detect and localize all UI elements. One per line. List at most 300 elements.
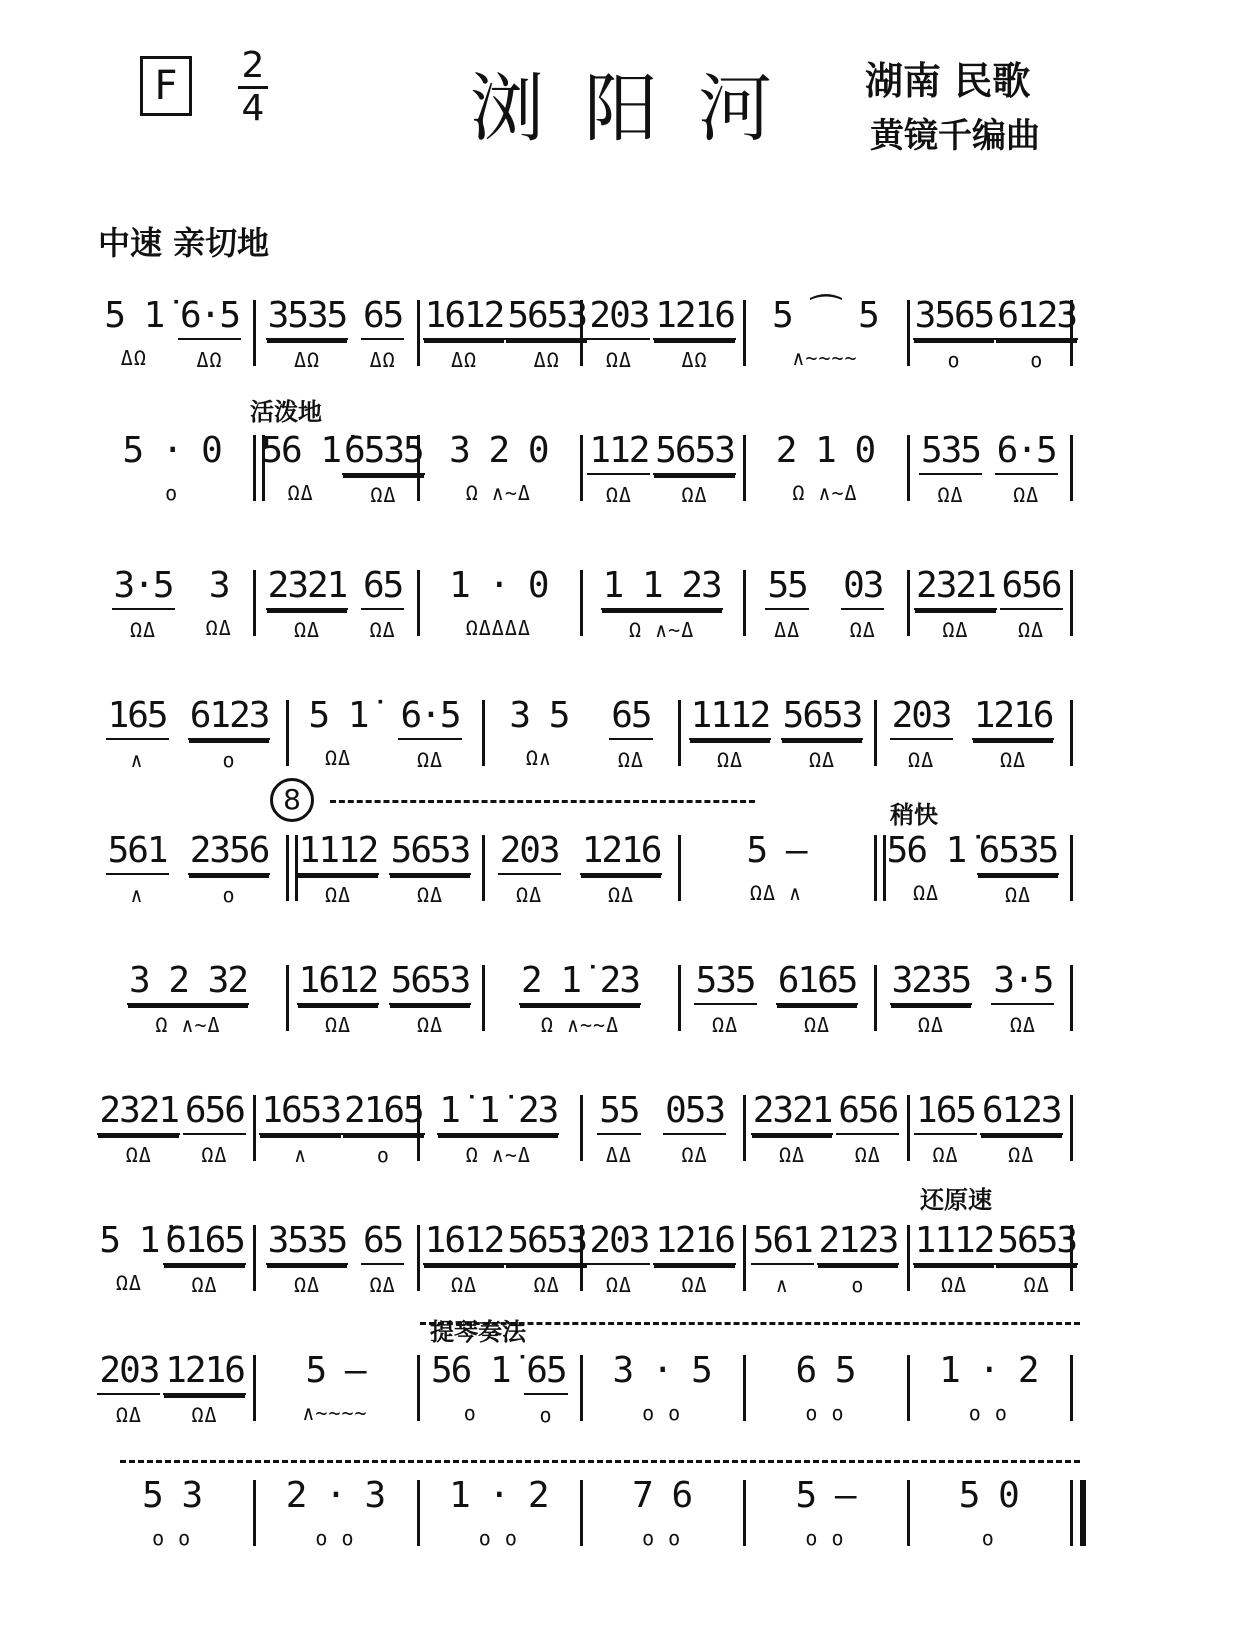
beat-group xyxy=(663,1089,726,1167)
technique-mark: ΩΔ xyxy=(681,483,708,507)
measure xyxy=(749,1085,900,1195)
beat-group xyxy=(447,564,549,640)
beat-group xyxy=(447,1474,549,1550)
note-group: 5 1̇ xyxy=(308,695,368,736)
beat-group xyxy=(423,294,506,372)
note-group: 3 5 xyxy=(509,695,569,736)
beat-group xyxy=(447,429,549,505)
barline xyxy=(1070,835,1073,901)
beat-group xyxy=(437,1089,559,1167)
time-signature-numerator: 2 xyxy=(238,48,268,89)
note-group: 3·5 xyxy=(112,564,175,610)
barline xyxy=(743,1095,746,1161)
note-group: 5653 xyxy=(389,829,472,875)
technique-mark: ΩΔ xyxy=(370,483,397,507)
technique-mark: ΩΔ xyxy=(533,1273,560,1297)
measure xyxy=(96,690,280,800)
technique-mark: ο xyxy=(165,481,179,505)
note-group: 1 1 23 xyxy=(601,564,723,610)
beat-group xyxy=(188,694,271,772)
note-group: 2165 xyxy=(342,1089,425,1135)
note-group: 6165 xyxy=(163,1219,246,1265)
beat-group xyxy=(183,1089,246,1167)
barline xyxy=(743,300,746,366)
barline xyxy=(743,435,746,501)
barline xyxy=(286,700,289,766)
note-group: 65 xyxy=(361,564,404,610)
measure xyxy=(292,825,476,935)
technique-mark: ΩΔ xyxy=(369,1273,396,1297)
measure xyxy=(586,1470,737,1580)
technique-mark: ΩΔ xyxy=(808,748,836,772)
barline xyxy=(580,1355,583,1421)
technique-mark: ΔΩ xyxy=(120,346,147,370)
technique-mark: ΩΔ xyxy=(937,483,964,507)
barline xyxy=(253,1355,256,1421)
note-group: 5653 xyxy=(653,429,736,475)
barline xyxy=(580,435,583,501)
measure xyxy=(586,1345,737,1455)
measure xyxy=(96,1215,247,1325)
measure xyxy=(749,425,900,535)
note-group: 55 xyxy=(597,1089,640,1135)
beat-group xyxy=(505,1219,588,1297)
measure xyxy=(259,560,410,670)
beat-group xyxy=(980,1089,1063,1167)
note-group: 203 xyxy=(890,694,953,740)
beat-group xyxy=(885,829,968,905)
technique-mark: ΩΔ xyxy=(1013,483,1040,507)
technique-mark: ΩΔ xyxy=(287,481,314,505)
key-signature: F xyxy=(154,63,178,109)
measure xyxy=(913,560,1064,670)
barline xyxy=(580,570,583,636)
measure xyxy=(259,425,423,535)
beat-group xyxy=(751,1219,814,1297)
technique-mark: ΩΔ xyxy=(416,883,444,907)
beat-group xyxy=(836,1089,899,1167)
beat-group xyxy=(601,564,723,642)
technique-mark: ο ο xyxy=(805,1526,845,1550)
technique-mark: Ω ∧~Δ xyxy=(155,1013,221,1037)
note-group: 6 5 xyxy=(795,1350,855,1391)
barline xyxy=(907,300,910,366)
note-group: 656 xyxy=(1000,564,1063,610)
beat-group xyxy=(297,959,380,1037)
note-group: 3565 xyxy=(913,294,996,340)
beat-group xyxy=(342,429,425,507)
note-group: 3 xyxy=(208,565,229,606)
note-group: 5 ⁀ 5 xyxy=(772,295,878,336)
note-group: 2356 xyxy=(188,829,271,875)
measure xyxy=(586,425,737,535)
technique-mark: ΩΔ xyxy=(293,1273,321,1297)
note-group: 203 xyxy=(97,1349,160,1395)
measure xyxy=(423,290,587,400)
technique-mark: ο ο xyxy=(152,1526,192,1550)
note-group: 203 xyxy=(587,1219,650,1265)
technique-mark: ΩΔ xyxy=(191,1403,218,1427)
note-group: 535 xyxy=(919,429,982,475)
note-group: 6165 xyxy=(776,959,859,1005)
measure xyxy=(423,1085,574,1195)
barline xyxy=(907,1355,910,1421)
technique-mark: Ω ∧~Δ xyxy=(792,481,858,505)
beat-group xyxy=(97,1349,160,1427)
beat-group xyxy=(505,294,588,372)
note-group: 3 2 32 xyxy=(127,959,249,1005)
note-group: 1 · 0 xyxy=(449,565,548,606)
expression-marking-faster: 稍快 xyxy=(890,801,938,829)
technique-mark: ΩΔ xyxy=(681,1273,708,1297)
technique-mark: ο xyxy=(222,748,236,772)
note-group: 1216 xyxy=(653,1219,736,1265)
beat-group xyxy=(342,1089,425,1167)
beat-group xyxy=(609,694,652,772)
beat-group xyxy=(361,564,404,642)
note-group: 1112 xyxy=(913,1219,996,1265)
barline xyxy=(580,1095,583,1161)
beat-group xyxy=(995,429,1058,507)
technique-mark: ∧~~~~ xyxy=(302,1401,368,1425)
note-group: 3 · 5 xyxy=(612,1350,711,1391)
beat-group xyxy=(302,1349,367,1425)
beat-group xyxy=(890,959,973,1037)
measure xyxy=(749,1215,900,1325)
beat-group xyxy=(991,959,1054,1037)
technique-mark: ΩΔΔΔΔ xyxy=(465,616,531,640)
technique-mark: ∧ xyxy=(130,883,144,907)
barline xyxy=(253,1095,256,1161)
technique-mark: ο xyxy=(851,1273,865,1297)
barline xyxy=(1070,1095,1073,1161)
barline xyxy=(1070,700,1073,766)
note-group: 2321 xyxy=(97,1089,180,1135)
measure xyxy=(913,290,1077,400)
note-group: 56 1̇ xyxy=(886,830,966,871)
technique-mark: ΔΔ xyxy=(605,1143,632,1167)
score-line xyxy=(90,825,1125,935)
note-group: 1112 xyxy=(689,694,772,740)
measure xyxy=(423,1345,574,1455)
barline xyxy=(874,965,877,1031)
technique-mark: ο ο xyxy=(968,1401,1008,1425)
barline xyxy=(1070,1480,1073,1546)
barline xyxy=(743,570,746,636)
technique-mark: ΩΔ xyxy=(854,1143,881,1167)
measure xyxy=(423,560,574,670)
beat-group xyxy=(995,294,1078,372)
barline xyxy=(286,835,289,901)
technique-mark: ΩΔ xyxy=(932,1143,959,1167)
beat-group xyxy=(580,829,663,907)
note-group: 03 xyxy=(841,564,884,610)
note-group: 5653 xyxy=(505,1219,588,1265)
technique-mark: ΩΔ xyxy=(324,746,352,770)
arranger-credit: 黄镜千编曲 xyxy=(870,116,1040,156)
note-group: 561 xyxy=(106,829,169,875)
beat-group xyxy=(140,1474,203,1550)
note-group: 3235 xyxy=(890,959,973,1005)
note-group: 1612 xyxy=(423,1219,506,1265)
measure xyxy=(96,825,280,935)
note-group: 1216 xyxy=(653,294,736,340)
note-group: 3·5 xyxy=(991,959,1054,1005)
barline xyxy=(417,570,420,636)
expression-marking-violin-style: 提琴奏法 xyxy=(430,1318,526,1346)
technique-mark: ∧ xyxy=(130,748,144,772)
barline xyxy=(253,1225,256,1291)
beat-group xyxy=(389,829,472,907)
measure xyxy=(488,825,672,935)
beat-group xyxy=(284,1474,386,1550)
beat-group xyxy=(266,294,349,372)
beat-group xyxy=(1000,564,1063,642)
note-group: 1216 xyxy=(163,1349,246,1395)
barline xyxy=(417,300,420,366)
note-group: 2 · 3 xyxy=(285,1475,385,1516)
barline xyxy=(482,835,485,901)
technique-mark: ΩΔ xyxy=(1000,748,1027,772)
barline xyxy=(743,1225,746,1291)
measure xyxy=(423,425,574,535)
technique-mark: ΩΔ xyxy=(908,748,935,772)
measure xyxy=(259,290,410,400)
beat-group xyxy=(793,1474,856,1550)
repeat-bracket-line xyxy=(330,800,755,803)
note-group: 65 xyxy=(361,294,404,340)
note-group: 5653 xyxy=(505,294,588,340)
barline xyxy=(417,1355,420,1421)
technique-mark: Ω ∧~~Δ xyxy=(540,1013,620,1037)
technique-mark: ΔΩ xyxy=(533,348,560,372)
technique-mark: ΩΔ xyxy=(605,1273,632,1297)
measure xyxy=(96,1085,247,1195)
beat-group xyxy=(694,959,757,1037)
technique-mark: ∧~~~~ xyxy=(792,346,858,370)
key-signature-box xyxy=(140,56,192,116)
score-line xyxy=(90,690,1125,800)
beat-group xyxy=(524,1349,567,1427)
measure xyxy=(423,1215,587,1325)
note-group: 2321 xyxy=(266,564,349,610)
barline xyxy=(253,435,256,501)
page-title: 浏阳河 xyxy=(470,66,812,152)
beat-group xyxy=(597,1089,640,1167)
barline xyxy=(1070,435,1073,501)
barline xyxy=(678,700,681,766)
note-group: 5 — xyxy=(305,1350,365,1391)
measure xyxy=(586,560,737,670)
barline xyxy=(580,300,583,366)
score-line xyxy=(90,1085,1125,1195)
barline xyxy=(743,1355,746,1421)
beat-group xyxy=(919,429,982,507)
score-line xyxy=(90,425,1125,535)
technique-mark: ∧ xyxy=(294,1143,308,1167)
beat-group xyxy=(519,959,641,1037)
beat-group xyxy=(127,959,249,1037)
score-line xyxy=(90,1345,1125,1455)
barline xyxy=(482,700,485,766)
barline xyxy=(874,835,877,901)
beat-group xyxy=(653,294,736,372)
technique-mark: ΩΔ xyxy=(516,883,543,907)
beat-group xyxy=(429,1349,512,1425)
technique-mark: ΩΔ xyxy=(712,1013,739,1037)
beat-group xyxy=(817,1219,900,1297)
note-group: 2 1 0 xyxy=(775,430,875,471)
beat-group xyxy=(914,564,997,642)
beat-group xyxy=(774,429,876,505)
note-group: 5 — xyxy=(746,830,806,871)
beat-group xyxy=(266,564,349,642)
beat-group xyxy=(972,694,1055,772)
note-group: 3535 xyxy=(266,1219,349,1265)
barline xyxy=(907,1225,910,1291)
technique-mark: ΩΔ xyxy=(681,1143,708,1167)
beat-group xyxy=(751,1089,834,1167)
beat-group xyxy=(120,429,222,505)
technique-mark: ΩΔ xyxy=(1009,1013,1036,1037)
technique-mark: ΔΩ xyxy=(450,348,478,372)
note-group: 656 xyxy=(836,1089,899,1135)
measure xyxy=(684,690,868,800)
technique-mark: ΔΔ xyxy=(774,618,801,642)
beat-group xyxy=(259,1089,342,1167)
note-group: 6535 xyxy=(977,829,1060,875)
measure xyxy=(586,1215,737,1325)
note-group: 165 xyxy=(106,694,169,740)
note-group: 6·5 xyxy=(178,294,241,340)
barline xyxy=(1070,570,1073,636)
beat-group xyxy=(913,1219,996,1297)
note-group: 56 1̇ xyxy=(430,1350,510,1391)
beat-group xyxy=(507,694,570,770)
score-line xyxy=(90,290,1125,400)
technique-mark: ο ο xyxy=(642,1526,682,1550)
technique-mark: ΩΔ xyxy=(779,1143,806,1167)
beat-group xyxy=(178,294,241,372)
measure xyxy=(749,560,900,670)
note-group: 6123 xyxy=(188,694,271,740)
note-group: 1216 xyxy=(972,694,1055,740)
barline xyxy=(907,570,910,636)
technique-mark: ο xyxy=(376,1143,390,1167)
technique-mark: ΩΔ xyxy=(125,1143,152,1167)
tempo-marking: 中速 亲切地 xyxy=(98,224,270,262)
technique-mark: ΩΔ xyxy=(849,618,876,642)
barline xyxy=(874,700,877,766)
technique-mark: ΩΔ xyxy=(605,348,632,372)
note-group: 1612 xyxy=(297,959,380,1005)
note-group: 656 xyxy=(183,1089,246,1135)
note-group: 561 xyxy=(751,1219,814,1265)
technique-mark: ΔΩ xyxy=(196,348,223,372)
score-line xyxy=(90,955,1125,1065)
beat-group xyxy=(977,829,1060,907)
barline xyxy=(1070,1355,1073,1421)
note-group: 6123 xyxy=(995,294,1078,340)
barline xyxy=(743,1480,746,1546)
song-origin: 湖南 民歌 xyxy=(865,59,1031,103)
beat-group xyxy=(653,429,736,507)
note-group: 3 2 0 xyxy=(449,430,548,471)
technique-mark: ΩΔ xyxy=(716,748,744,772)
beat-group xyxy=(630,1474,693,1550)
technique-mark: ΩΔ xyxy=(324,883,352,907)
note-group: 5 — xyxy=(795,1475,855,1516)
measure xyxy=(292,690,476,800)
measure xyxy=(749,1470,900,1580)
beat-group xyxy=(770,294,880,370)
note-group: 2321 xyxy=(751,1089,834,1135)
measure xyxy=(913,425,1064,535)
beat-group xyxy=(913,294,996,372)
technique-mark: ΩΔ xyxy=(804,1013,831,1037)
barline xyxy=(417,1225,420,1291)
technique-mark: ΩΔ xyxy=(1004,883,1032,907)
measure xyxy=(913,1215,1077,1325)
barline xyxy=(417,1095,420,1161)
note-group: 053 xyxy=(663,1089,726,1135)
barline xyxy=(907,435,910,501)
technique-mark: ΩΔ xyxy=(191,1273,218,1297)
technique-mark: ΩΔ xyxy=(293,618,321,642)
note-group: 2321 xyxy=(914,564,997,610)
technique-mark: ΩΔ xyxy=(1018,618,1045,642)
measure xyxy=(684,825,868,935)
beat-group xyxy=(102,294,165,370)
note-group: 55 xyxy=(765,564,808,610)
note-group: 1653 xyxy=(259,1089,342,1135)
note-group: 203 xyxy=(587,294,650,340)
note-group: 2123 xyxy=(817,1219,900,1265)
barline xyxy=(253,570,256,636)
barline xyxy=(1070,965,1073,1031)
measure xyxy=(96,1470,247,1580)
beat-group xyxy=(841,564,884,642)
note-group: 7 6 xyxy=(632,1475,692,1516)
technique-mark: ΩΔ xyxy=(324,1013,352,1037)
measure xyxy=(292,955,476,1065)
beat-group xyxy=(957,1474,1020,1550)
measure xyxy=(259,1470,410,1580)
measure xyxy=(96,1345,247,1455)
note-group: 535 xyxy=(694,959,757,1005)
technique-mark: ο ο xyxy=(805,1401,845,1425)
note-group: 6123 xyxy=(980,1089,1063,1135)
note-group: 65 xyxy=(609,694,652,740)
measure xyxy=(96,425,247,535)
measure xyxy=(684,955,868,1065)
technique-mark: ο xyxy=(1030,348,1044,372)
barline xyxy=(1070,300,1073,366)
beat-group xyxy=(163,1349,246,1427)
time-signature-denominator: 4 xyxy=(241,88,265,129)
technique-mark: ΩΔ xyxy=(369,618,396,642)
note-group: 5653 xyxy=(995,1219,1078,1265)
beat-group xyxy=(259,429,342,505)
technique-mark: ΩΔ xyxy=(1008,1143,1035,1167)
beat-group xyxy=(106,829,169,907)
technique-mark: ΩΔ xyxy=(940,1273,968,1297)
section-number: 8 xyxy=(283,783,301,816)
technique-mark: ΩΔ xyxy=(201,1143,228,1167)
barline xyxy=(417,435,420,501)
measure xyxy=(259,1215,410,1325)
barline xyxy=(580,1480,583,1546)
